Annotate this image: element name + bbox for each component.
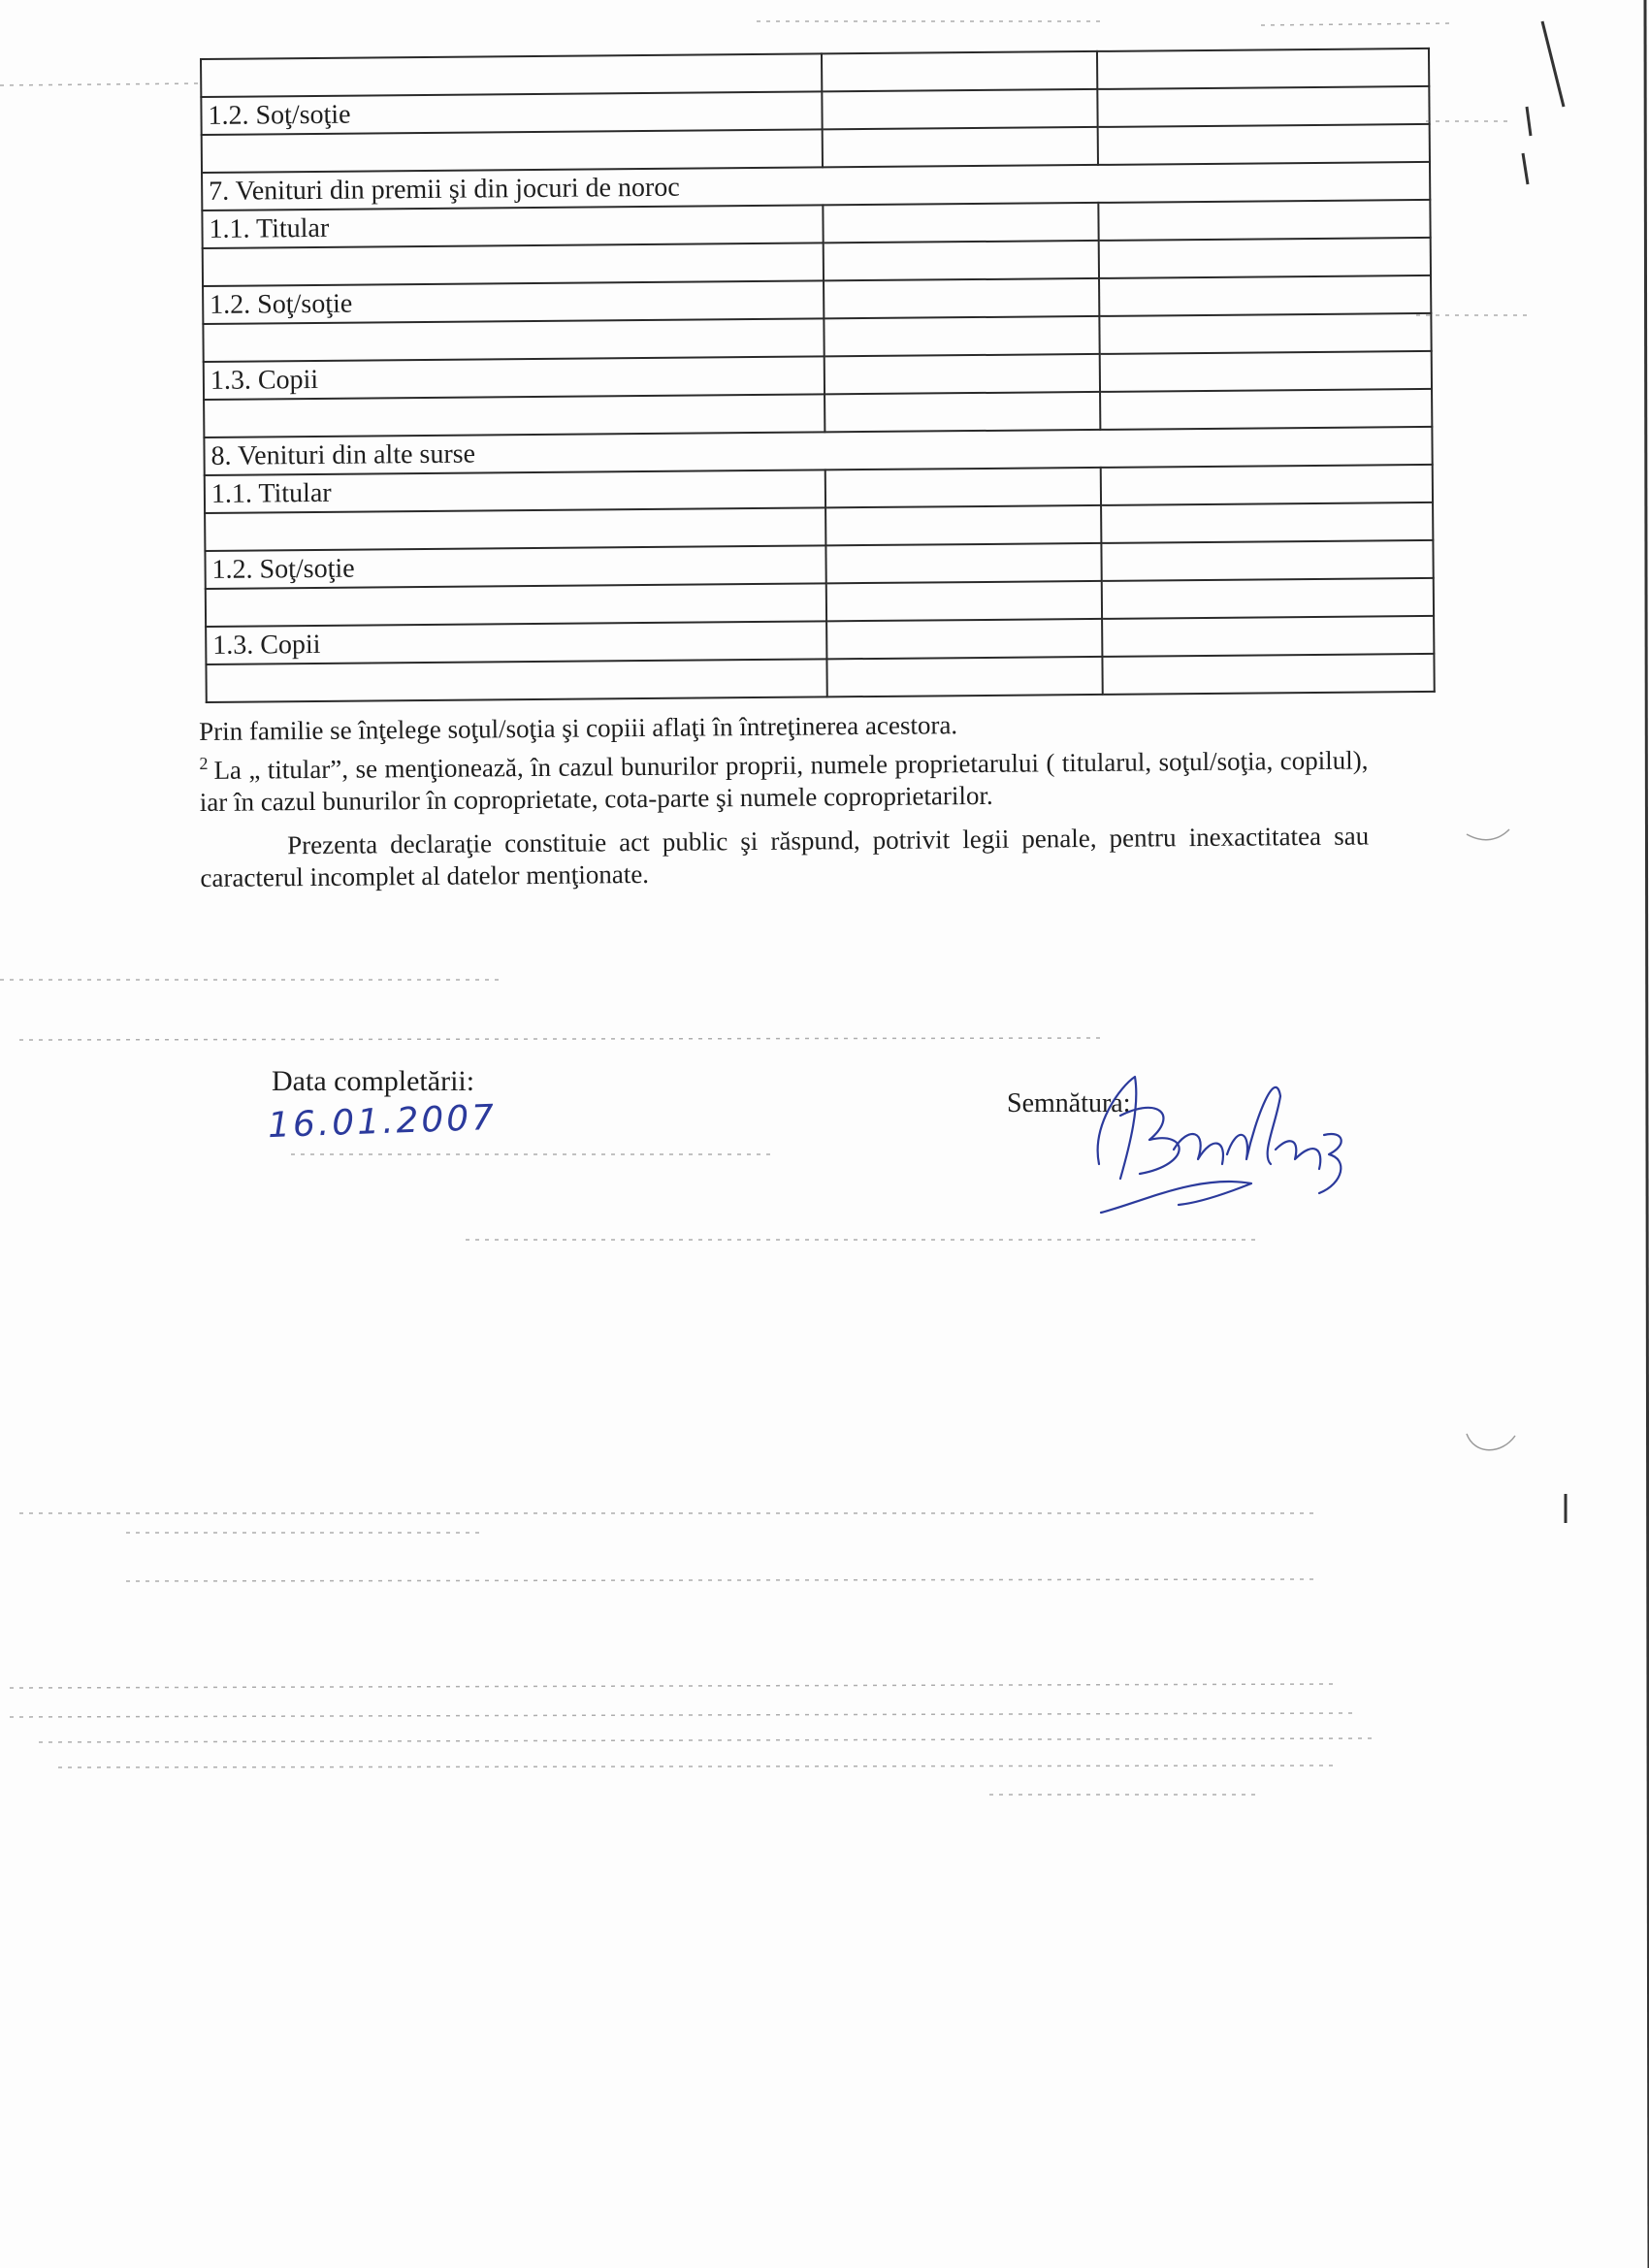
table-cell-empty xyxy=(1097,49,1429,89)
table-cell-empty xyxy=(825,543,1101,583)
table-cell-empty xyxy=(822,89,1097,129)
table-cell-empty xyxy=(823,203,1098,243)
table-row-label xyxy=(204,394,824,437)
table-section-label: 8. Venituri din alte surse xyxy=(204,427,1432,475)
table-cell-empty xyxy=(822,51,1097,91)
table-row-label: 1.1. Titular xyxy=(202,205,823,248)
table-row-label xyxy=(201,53,822,97)
table-cell-empty xyxy=(1101,540,1433,581)
table-row-label: 1.2. Soţ/soţie xyxy=(205,545,825,589)
table-cell-empty xyxy=(1098,200,1430,241)
table-cell-empty xyxy=(825,468,1101,507)
table-row-label: 1.3. Copii xyxy=(204,356,824,400)
table-cell-empty xyxy=(826,657,1102,697)
table-cell-empty xyxy=(823,127,1098,167)
footnote-2-mark: 2 xyxy=(199,753,209,773)
table-cell-empty xyxy=(824,241,1099,280)
table-row-label: 1.2. Soţ/soţie xyxy=(201,91,822,135)
table-cell-empty xyxy=(1102,654,1434,695)
income-table-body xyxy=(201,49,1435,702)
table-cell-empty xyxy=(1101,502,1433,543)
income-table xyxy=(200,48,1436,703)
income-table-container xyxy=(200,48,1434,703)
table-cell-empty xyxy=(1099,313,1431,354)
table-cell-empty xyxy=(825,505,1101,545)
table-cell-empty xyxy=(1100,389,1432,430)
table-section-label: 7. Venituri din premii şi din jocuri de noroc xyxy=(202,162,1430,211)
table-row-label xyxy=(205,507,825,551)
table-cell-empty xyxy=(1102,578,1434,619)
handwritten-signature xyxy=(1082,1057,1363,1232)
table-cell-empty xyxy=(824,278,1099,318)
table-cell-empty xyxy=(824,354,1100,394)
table-row-label: 1.2. Soţ/soţie xyxy=(203,280,824,324)
table-cell-empty xyxy=(1099,238,1431,278)
table-cell-empty xyxy=(826,581,1102,621)
table-cell-empty xyxy=(1098,124,1430,165)
table-row-label xyxy=(202,129,823,173)
table-cell-empty xyxy=(1101,465,1433,505)
table-cell-empty xyxy=(1102,616,1434,657)
table-row-label xyxy=(203,243,824,286)
table-cell-empty xyxy=(1097,86,1429,127)
table-row-label: 1.1. Titular xyxy=(205,470,825,513)
table-row-label xyxy=(203,318,824,362)
table-cell-empty xyxy=(1099,275,1431,316)
table-cell-empty xyxy=(826,619,1102,659)
table-cell-empty xyxy=(1100,351,1432,392)
table-row-label xyxy=(206,583,826,627)
footnote-1: Prin familie se înţelege soţul/soţia şi copiii aflaţi în întreţinerea acestora. xyxy=(199,710,958,746)
footnote-2 xyxy=(199,737,1369,819)
table-cell-empty xyxy=(824,392,1100,432)
footnote-2-text: La „ titular”, se menţionează, în cazul bunurilor proprii, numele proprietarului ( titularul, soţul/soţia, copilul), iar în cazul bunurilor în coproprietate, cota-parte şi numele coproprietarilor. xyxy=(199,745,1369,817)
date-completion-value: 16.01.2007 xyxy=(267,1097,498,1147)
date-completion-label: Data completării: xyxy=(272,1065,475,1097)
table-row-label: 1.3. Copii xyxy=(206,621,826,664)
table-row-label xyxy=(206,659,826,702)
footnotes-section xyxy=(199,705,1370,894)
table-cell-empty xyxy=(824,316,1099,356)
signature-label: Semnătura: xyxy=(1007,1088,1131,1118)
declaration-statement: Prezenta declaraţie constituie act public şi răspund, potrivit legii penale, pentru inexactitatea sau caracterul incomplet al datelor menţionate. xyxy=(200,821,1370,892)
